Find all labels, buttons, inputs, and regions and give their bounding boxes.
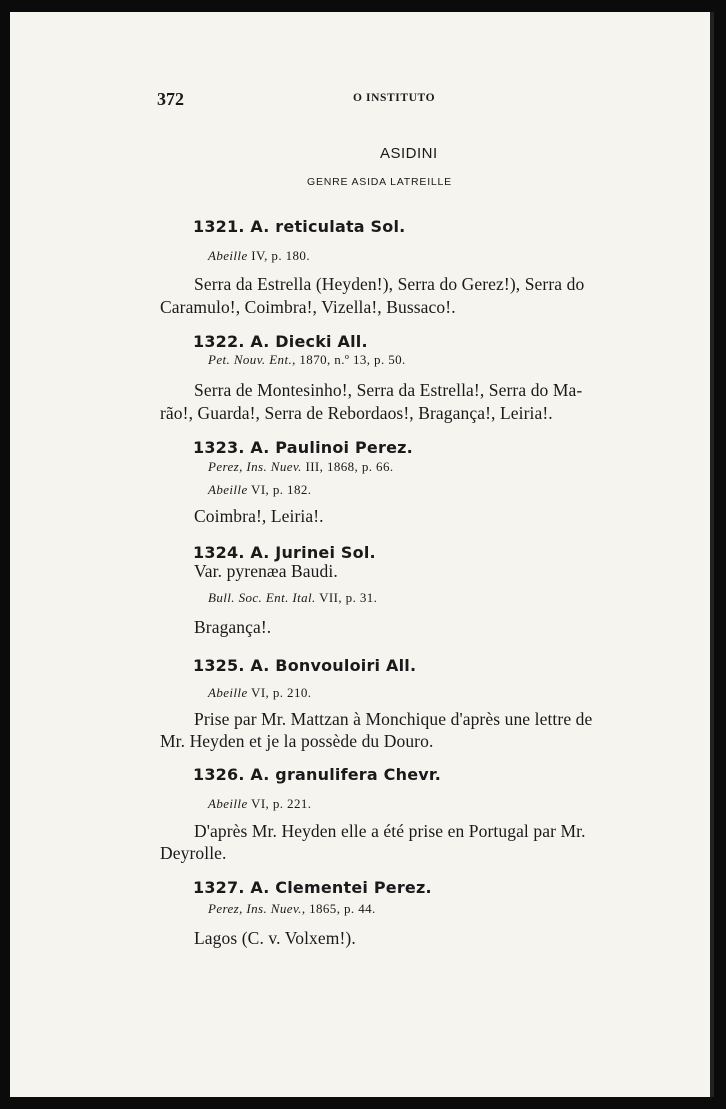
entry-reference: Abeille VI, p. 221. — [208, 796, 312, 811]
entry-title: 1322. A. Diecki All. — [193, 332, 368, 351]
entry-text-line: Bragança!. — [194, 617, 272, 637]
entry-title: 1326. A. granulifera Chevr. — [193, 765, 441, 784]
entry-reference: Perez, Ins. Nuev., 1865, p. 44. — [208, 901, 376, 916]
entry-text-line: Serra da Estrella (Heyden!), Serra do Gerez!), Serra do — [194, 274, 585, 294]
entry-title: 1323. A. Paulinoi Perez. — [193, 438, 413, 457]
entry-text-line: Lagos (C. v. Volxem!). — [194, 928, 356, 948]
entry-title: 1321. A. reticulata Sol. — [193, 217, 406, 236]
running-title: O INSTITUTO — [353, 92, 436, 104]
entry-text-line: Deyrolle. — [160, 843, 227, 863]
book-page — [10, 12, 714, 1097]
entry-text-line: D'après Mr. Heyden elle a été prise en Portugal par Mr. — [194, 821, 586, 841]
entry-text-line: Coimbra!, Leiria!. — [194, 506, 324, 526]
entry-title: 1325. A. Bonvouloiri All. — [193, 656, 417, 675]
entry-title: 1327. A. Clementei Perez. — [193, 878, 432, 897]
page-number: 372 — [157, 89, 184, 109]
entry-variety: Var. pyrenæa Baudi. — [194, 561, 338, 581]
entry-reference: Abeille VI, p. 182. — [208, 482, 312, 497]
entry-title: 1324. A. Jurinei Sol. — [193, 543, 376, 562]
tribe-heading: ASIDINI — [380, 145, 438, 162]
entry-reference: Pet. Nouv. Ent., 1870, n.º 13, p. 50. — [208, 352, 406, 367]
entry-reference: Abeille VI, p. 210. — [208, 685, 312, 700]
entry-reference: Perez, Ins. Nuev. III, 1868, p. 66. — [208, 459, 394, 474]
entry-text-line: rão!, Guarda!, Serra de Rebordaos!, Bragança!, Leiria!. — [160, 403, 553, 423]
entry-text-line: Mr. Heyden et je la possède du Douro. — [160, 731, 434, 751]
entry-reference: Abeille IV, p. 180. — [208, 248, 310, 263]
entry-text-line: Serra de Montesinho!, Serra da Estrella!, Serra do Ma- — [194, 380, 583, 400]
entry-reference: Bull. Soc. Ent. Ital. VII, p. 31. — [208, 590, 378, 605]
entry-text-line: Caramulo!, Coimbra!, Vizella!, Bussaco!. — [160, 297, 456, 317]
genre-heading: GENRE ASIDA LATREILLE — [307, 176, 452, 188]
entry-text-line: Prise par Mr. Mattzan à Monchique d'après une lettre de — [194, 709, 593, 729]
